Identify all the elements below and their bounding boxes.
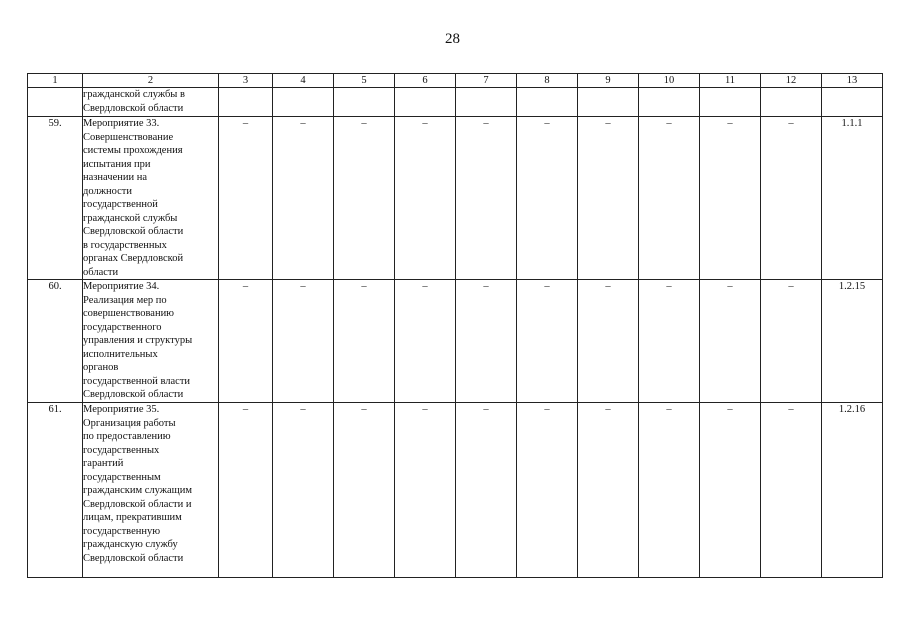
value-cell: – (395, 403, 456, 578)
table-cell (639, 88, 700, 117)
page-number: 28 (445, 31, 460, 47)
value-cell: – (273, 280, 334, 403)
table-row (28, 280, 883, 403)
table-cell (700, 88, 761, 117)
continuation-row (28, 88, 883, 117)
target-code: 1.2.16 (822, 403, 883, 578)
table-cell (334, 88, 395, 117)
header-cell: 3 (219, 74, 273, 88)
table-cell (456, 88, 517, 117)
table-cell (219, 88, 273, 117)
value-cell: – (761, 117, 822, 280)
header-cell: 8 (517, 74, 578, 88)
header-cell: 6 (395, 74, 456, 88)
value-cell: – (639, 280, 700, 403)
table-header-row (28, 74, 883, 88)
value-cell: – (578, 280, 639, 403)
table-cell (517, 88, 578, 117)
value-cell: – (578, 403, 639, 578)
header-cell: 1 (28, 74, 83, 88)
row-number: 60. (28, 280, 83, 403)
value-cell: – (334, 403, 395, 578)
value-cell: – (761, 403, 822, 578)
value-cell: – (334, 280, 395, 403)
value-cell: – (700, 117, 761, 280)
row-number: 59. (28, 117, 83, 280)
target-code: 1.1.1 (822, 117, 883, 280)
value-cell: – (219, 117, 273, 280)
table-row (28, 403, 883, 578)
header-cell: 7 (456, 74, 517, 88)
header-cell: 4 (273, 74, 334, 88)
table-cell (822, 88, 883, 117)
table-cell (273, 88, 334, 117)
header-cell: 10 (639, 74, 700, 88)
table-cell (28, 88, 83, 117)
table-cell (761, 88, 822, 117)
value-cell: – (639, 403, 700, 578)
table-cell (395, 88, 456, 117)
value-cell: – (395, 280, 456, 403)
value-cell: – (456, 117, 517, 280)
header-cell: 12 (761, 74, 822, 88)
value-cell: – (456, 403, 517, 578)
header-cell: 9 (578, 74, 639, 88)
activity-name: Мероприятие 33. Совершенствование системы прохождения испытания при назначении на должности государственной гражданской службы Свердловской области в государственных органах Свердловской области (83, 117, 219, 280)
value-cell: – (395, 117, 456, 280)
value-cell: – (517, 117, 578, 280)
value-cell: – (517, 280, 578, 403)
header-cell: 13 (822, 74, 883, 88)
value-cell: – (219, 403, 273, 578)
value-cell: – (273, 403, 334, 578)
activities-table (27, 73, 883, 578)
value-cell: – (761, 280, 822, 403)
target-code: 1.2.15 (822, 280, 883, 403)
value-cell: – (639, 117, 700, 280)
value-cell: – (700, 280, 761, 403)
value-cell: – (456, 280, 517, 403)
row-number: 61. (28, 403, 83, 578)
activity-name: Мероприятие 35. Организация работы по предоставлению государственных гарантий государственным гражданским служащим Свердловской области и лицам, прекратившим государственную гражданскую службу Свердловской области (83, 403, 219, 578)
value-cell: – (700, 403, 761, 578)
value-cell: – (219, 280, 273, 403)
activity-name: Мероприятие 34. Реализация мер по совершенствованию государственного управления и структуры исполнительных органов государственной власти Свердловской области (83, 280, 219, 403)
value-cell: – (578, 117, 639, 280)
header-cell: 11 (700, 74, 761, 88)
header-cell: 5 (334, 74, 395, 88)
activity-name: гражданской службы в Свердловской области (83, 88, 219, 117)
value-cell: – (273, 117, 334, 280)
table-cell (578, 88, 639, 117)
table-row (28, 117, 883, 280)
value-cell: – (517, 403, 578, 578)
value-cell: – (334, 117, 395, 280)
header-cell: 2 (83, 74, 219, 88)
